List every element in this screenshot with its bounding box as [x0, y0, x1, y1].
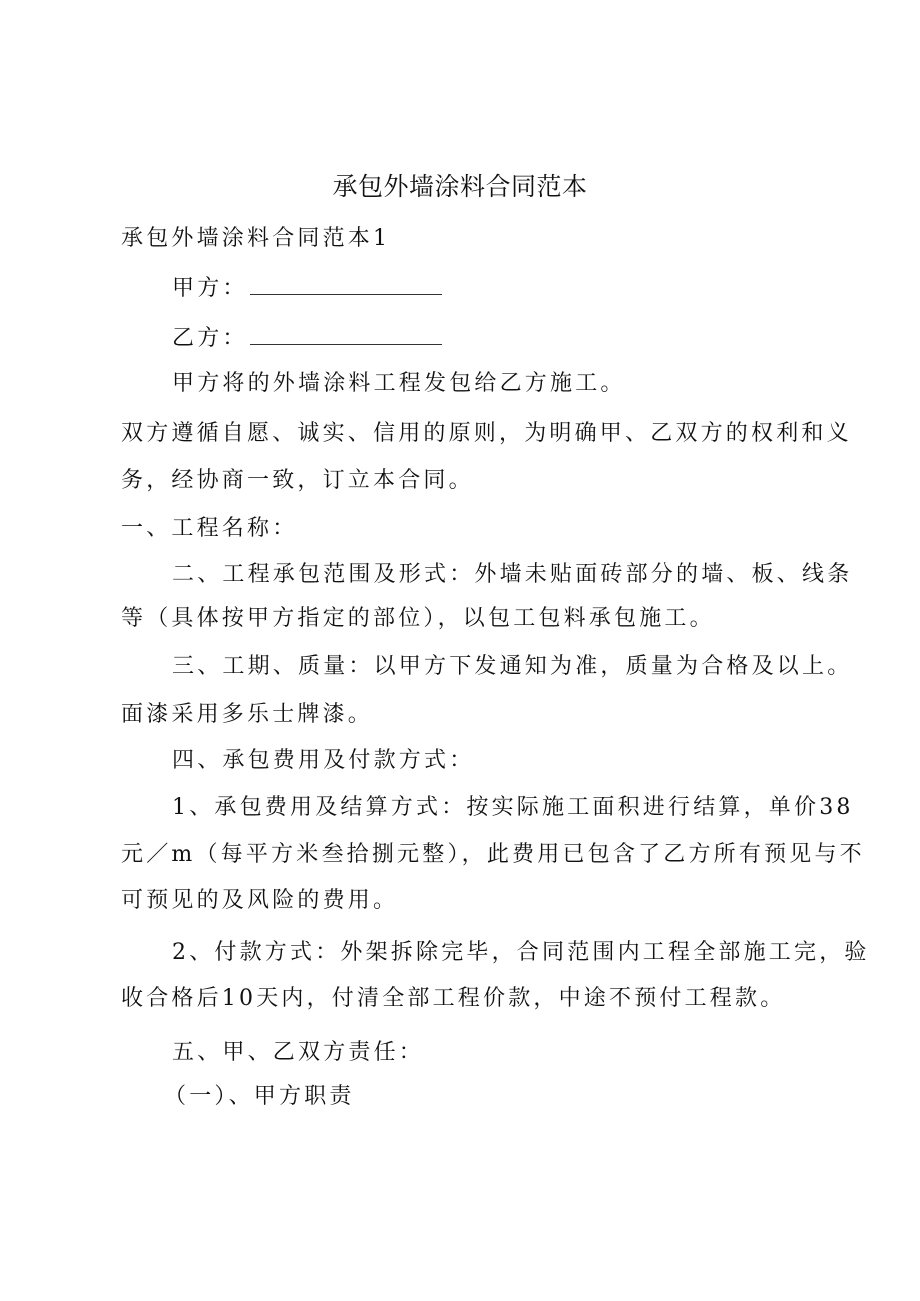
party-a-line: [172, 272, 442, 304]
section-4-heading: 四、承包费用及付款方式：: [172, 748, 475, 773]
section-2-line-1: 二、工程承包范围及形式：外墙未贴面砖部分的墙、板、线条: [172, 562, 853, 587]
party-b-line: [172, 322, 442, 354]
principle-line-2: 务，经协商一致，订立本合同。: [121, 468, 474, 493]
section-3-line-2: 面漆采用多乐士牌漆。: [121, 702, 374, 727]
party-a-blank: [250, 272, 442, 295]
item-1-line-3: 可预见的及风险的费用。: [121, 888, 399, 913]
party-a-label: 甲方：: [172, 276, 248, 301]
item-2-line-2: 收合格后10天内，付清全部工程价款，中途不预付工程款。: [121, 986, 786, 1011]
item-2-line-1: 2、付款方式：外架拆除完毕，合同范围内工程全部施工完，验: [172, 940, 870, 965]
document-title: 承包外墙涂料合同范本: [332, 172, 588, 201]
item-1-line-1: 1、承包费用及结算方式：按实际施工面积进行结算，单价38: [172, 795, 854, 820]
sub-section-1-heading: （一）、甲方职责: [164, 1084, 355, 1109]
section-3-line-1: 三、工期、质量：以甲方下发通知为准，质量为合格及以上。: [172, 654, 853, 679]
document-subtitle: 承包外墙涂料合同范本1: [121, 226, 391, 251]
intro-paragraph: 甲方将的外墙涂料工程发包给乙方施工。: [172, 371, 626, 396]
section-5-heading: 五、甲、乙双方责任：: [172, 1040, 425, 1065]
section-2-line-2: 等（具体按甲方指定的部位），以包工包料承包施工。: [121, 606, 715, 631]
item-1-line-2: 元／m（每平方米叁拾捌元整），此费用已包含了乙方所有预见与不: [121, 842, 865, 867]
party-b-blank: [250, 322, 442, 345]
party-b-label: 乙方：: [172, 326, 248, 351]
section-1-heading: 一、工程名称：: [121, 516, 298, 541]
principle-line-1: 双方遵循自愿、诚实、信用的原则，为明确甲、乙双方的权利和义: [121, 421, 852, 446]
